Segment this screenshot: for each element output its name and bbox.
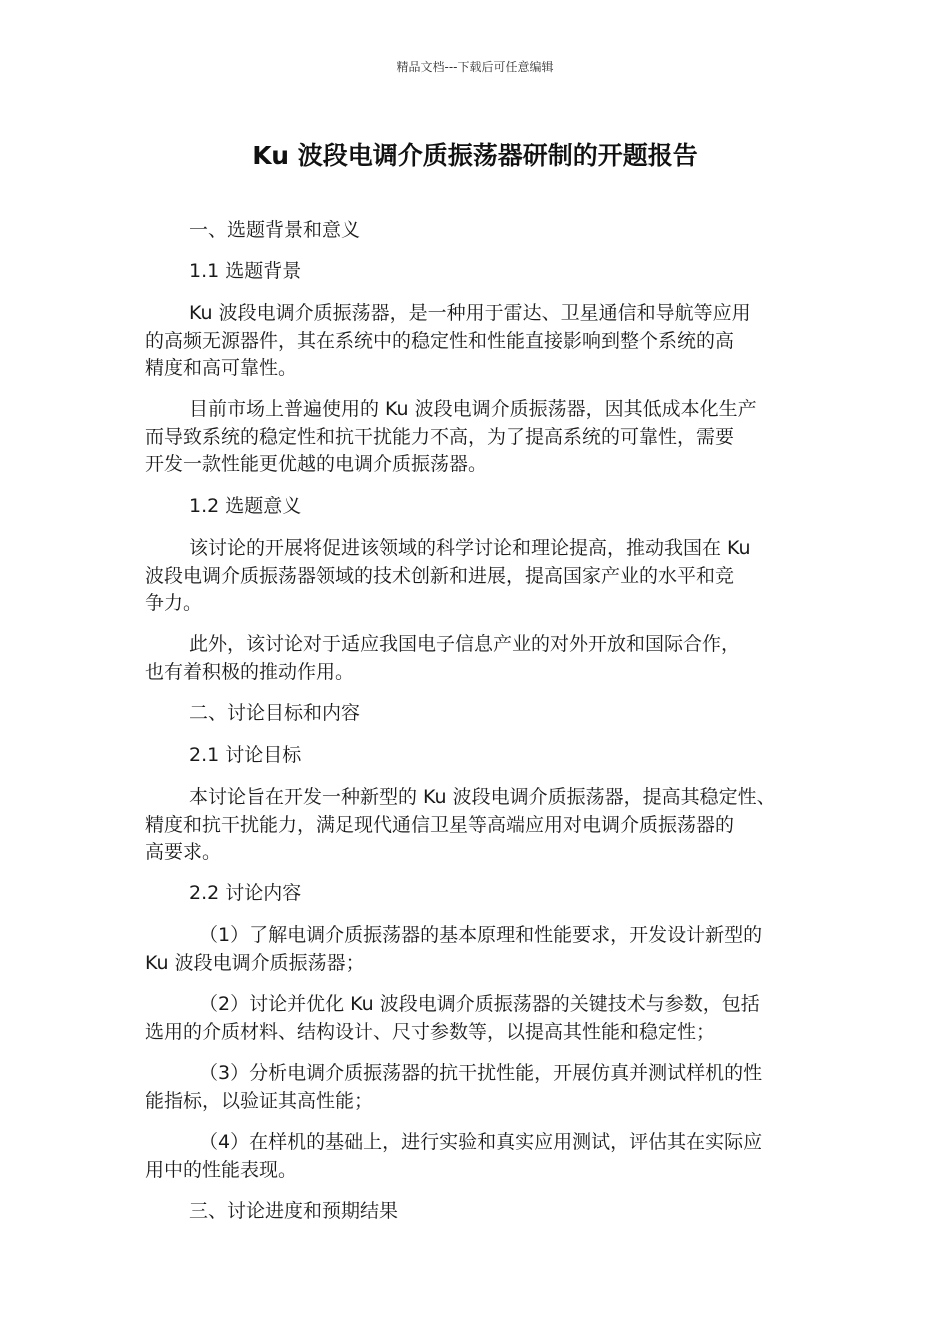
list-item xyxy=(145,1060,815,1115)
text-line: 高要求。 xyxy=(145,841,222,863)
text-line: 选用的介质材料、结构设计、尺寸参数等，以提高其性能和稳定性； xyxy=(145,1020,716,1043)
text-line: 争力。 xyxy=(145,592,203,614)
paragraph xyxy=(145,784,815,867)
section-heading-3 xyxy=(145,1198,815,1226)
text-line: 开发一款性能更优越的电调介质振荡器。 xyxy=(145,453,488,475)
text-line: 用中的性能表现。 xyxy=(145,1158,298,1181)
text-line: 此外，该讨论对于适应我国电子信息产业的对外开放和国际合作， xyxy=(189,633,741,655)
text-line: 目前市场上普遍使用的 Ku 波段电调介质振荡器，因其低成本化生产 xyxy=(189,398,757,420)
text-line: Ku 波段电调介质振荡器，是一种用于雷达、卫星通信和导航等应用 xyxy=(189,302,751,324)
text-line: （2）讨论并优化 Ku 波段电调介质振荡器的关键技术与参数，包括 xyxy=(199,993,760,1015)
text-line: 1.2 选题意义 xyxy=(189,495,302,517)
text-line: （3）分析电调介质振荡器的抗干扰性能，开展仿真并测试样机的性 xyxy=(199,1062,763,1084)
text-line: （1）了解电调介质振荡器的基本原理和性能要求，开发设计新型的 xyxy=(199,924,763,946)
text-line: 而导致系统的稳定性和抗干扰能力不高，为了提高系统的可靠性，需要 xyxy=(145,425,735,448)
subsection-heading-1-2 xyxy=(145,493,815,521)
text-line: 能指标，以验证其高性能； xyxy=(145,1089,374,1112)
text-line: 一、选题背景和意义 xyxy=(189,219,361,241)
text-line: 的高频无源器件，其在系统中的稳定性和性能直接影响到整个系统的高 xyxy=(145,329,735,352)
section-heading-1 xyxy=(145,217,815,245)
text-line: Ku 波段电调介质振荡器； xyxy=(145,951,365,974)
text-line: 波段电调介质振荡器领域的技术创新和进展，提高国家产业的水平和竞 xyxy=(145,564,735,587)
text-line: 该讨论的开展将促进该领域的科学讨论和理论提高，推动我国在 Ku xyxy=(189,537,751,559)
text-line: 也有着积极的推动作用。 xyxy=(145,660,355,683)
text-line: 1.1 选题背景 xyxy=(189,260,302,282)
subsection-heading-2-1 xyxy=(145,742,815,770)
paragraph xyxy=(145,300,815,383)
text-line: 精度和抗干扰能力，满足现代通信卫星等高端应用对电调介质振荡器的 xyxy=(145,813,735,836)
list-item xyxy=(145,991,815,1046)
section-heading-2 xyxy=(145,700,815,728)
text-line: 2.1 讨论目标 xyxy=(189,744,302,766)
text-line: 本讨论旨在开发一种新型的 Ku 波段电调介质振荡器，提高其稳定性、 xyxy=(189,786,776,808)
text-line: 精度和高可靠性。 xyxy=(145,357,298,379)
paragraph xyxy=(145,631,815,686)
text-line: 2.2 讨论内容 xyxy=(189,882,302,904)
list-item xyxy=(145,1129,815,1184)
text-line: 二、讨论目标和内容 xyxy=(189,702,361,724)
text-line: 三、讨论进度和预期结果 xyxy=(189,1200,399,1222)
document-title: Ku 波段电调介质振荡器研制的开题报告 xyxy=(252,141,698,170)
list-item xyxy=(145,922,815,977)
page-header: 精品文档---下载后可任意编辑 xyxy=(396,60,554,74)
subsection-heading-2-2 xyxy=(145,880,815,908)
subsection-heading-1-1 xyxy=(145,258,815,286)
paragraph xyxy=(145,396,815,479)
text-line: （4）在样机的基础上，进行实验和真实应用测试，评估其在实际应 xyxy=(199,1131,763,1153)
paragraph xyxy=(145,535,815,618)
